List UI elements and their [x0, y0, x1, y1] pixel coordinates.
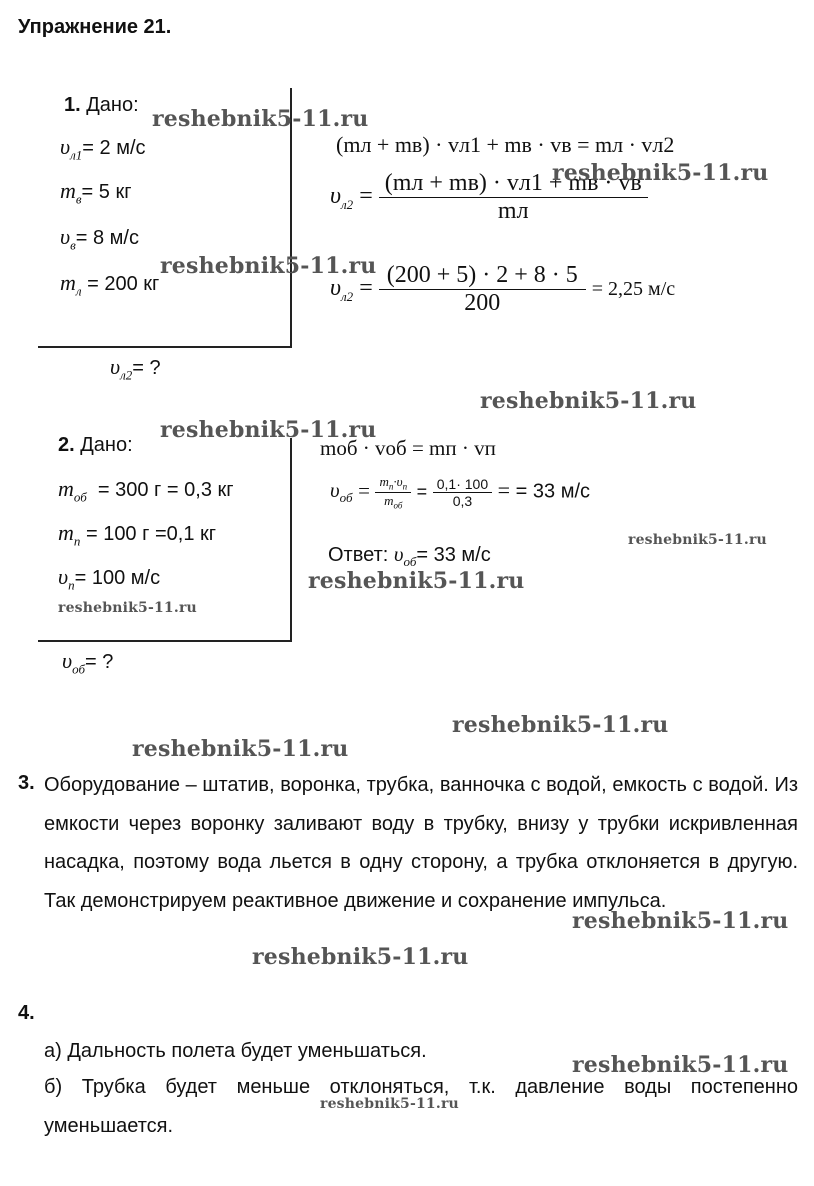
ex1-numerator: (mл + mв) · vл1 + mв · vв: [379, 170, 648, 198]
watermark: reshebnik5-11.ru: [160, 253, 377, 279]
ex2-answer: Ответ: $\upsilon_{об}= 33$ м/с: [328, 542, 491, 570]
watermark: reshebnik5-11.ru: [58, 600, 197, 616]
watermark: reshebnik5-11.ru: [132, 736, 349, 762]
ex2-header: [58, 434, 133, 457]
given-divider-horizontal-2: [38, 640, 291, 642]
ex1-result: = 2,25 м/с: [591, 278, 676, 301]
ex2-find: $\upsilon_{об}=$ ?: [62, 648, 114, 677]
ex3-number: 3.: [18, 772, 35, 794]
ex1-find: $\upsilon_{л2}=$ ?: [110, 354, 161, 383]
watermark: reshebnik5-11.ru: [572, 1052, 789, 1078]
watermark: reshebnik5-11.ru: [152, 106, 369, 132]
ex4-answer-a: а) Дальность полета будет уменьшаться.: [44, 1040, 427, 1062]
watermark: reshebnik5-11.ru: [320, 1096, 459, 1112]
ex1-given-4: $m_л = 200$ кг: [60, 270, 160, 299]
var-m-l: $m_л$: [60, 270, 82, 299]
given-divider-horizontal: [38, 346, 291, 348]
ex2-given-1: $m_{об} = 300$ г = 0,3 кг: [58, 476, 234, 505]
ex1-equation-3: $\upsilon_{л2}$ = $\frac{(200 + 5) \cdot 2 + 8 \cdot 5}{200}$ = 2,25 м/с: [330, 262, 676, 316]
page-title: Упражнение 21.: [18, 16, 172, 38]
ex1-given-2: $m_в= 5$ кг: [60, 178, 132, 207]
ex1-den2: 200: [464, 290, 501, 316]
ex3-text: Оборудование – штатив, воронка, трубка, ванночка с водой, емкость с водой. Из емкости через воронку заливают воду в трубку, внизу у трубки искривленная насадка, поэтому вода льется в одну сторону, а трубка отклоняется в другую. Так демонстрируем реактивное движение и сохранение импульса.: [44, 774, 798, 912]
ex1-denominator: mл: [497, 198, 529, 224]
given-divider-vertical-2: [290, 438, 292, 642]
ex1-given-label: Дано:: [86, 94, 139, 116]
var-v-l1: $\upsilon_{л1}$: [60, 134, 83, 163]
ex4-number: 4.: [18, 1002, 35, 1024]
watermark: reshebnik5-11.ru: [628, 532, 767, 548]
ex2-result: = 33 м/с: [515, 480, 591, 503]
ex1-given-3: $\upsilon_в= 8$ м/с: [60, 224, 139, 253]
watermark: reshebnik5-11.ru: [452, 712, 669, 738]
ex4-answer-b: б) Трубка будет меньше отклоняться, т.к. давление воды постепенно уменьшается.: [44, 1076, 798, 1137]
ex1-num2: (200 + 5) · 2 + 8 · 5: [379, 262, 586, 290]
ex1-number: 1.: [64, 94, 81, 116]
watermark: reshebnik5-11.ru: [160, 417, 377, 443]
ex1-equation-2: $\upsilon_{л2}$ = $\frac{(mл + mв) \cdot vл1 + mв \cdot vв}{mл}$: [330, 170, 648, 225]
ex2-frac-den: 0,3: [452, 492, 473, 509]
watermark: reshebnik5-11.ru: [552, 160, 769, 186]
ex2-given-2: $m_п = 100$ г =0,1 кг: [58, 520, 217, 549]
var-m-v: $m_в$: [60, 178, 82, 207]
watermark: reshebnik5-11.ru: [308, 568, 525, 594]
var-v-v: $\upsilon_в$: [60, 224, 76, 253]
ex2-equation-2: $\upsilon_{об}$ = $\frac{m_п\cdot\upsilon_п}{m_{об}}$ = $\frac{0,1\cdot 100}{0,3}$ = = 33 м/с: [330, 474, 591, 511]
ex2-number: 2.: [58, 434, 75, 456]
ex2-given-label: Дано:: [80, 434, 133, 456]
watermark: reshebnik5-11.ru: [572, 908, 789, 934]
ex1-equation-1: (mл + mв) · vл1 + mв · vв = mл · vл2: [336, 132, 675, 157]
ex2-equation-1: mоб · vоб = mп · vп: [320, 436, 496, 460]
watermark: reshebnik5-11.ru: [252, 944, 469, 970]
ex1-given-1: $\upsilon_{л1}= 2$ м/с: [60, 134, 146, 163]
watermark: reshebnik5-11.ru: [480, 388, 697, 414]
ex1-header: [64, 94, 139, 117]
ex2-frac-num: 0,1· 100: [433, 476, 492, 493]
ex2-given-3: $\upsilon_п= 100$ м/с: [58, 564, 161, 593]
